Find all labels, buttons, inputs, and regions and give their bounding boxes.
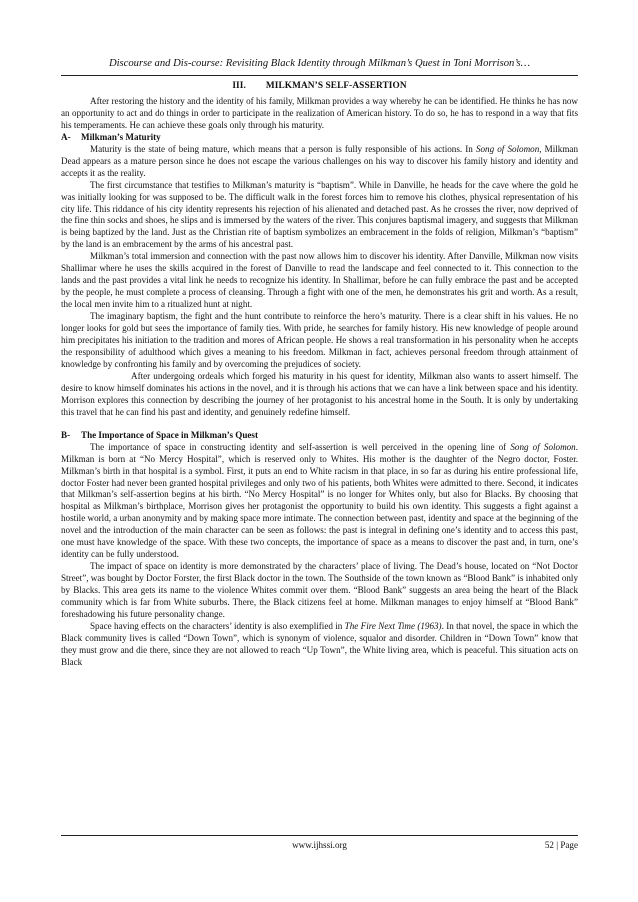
page-footer [61,840,578,854]
paragraph-b3-text: Space having effects on the characters’ identity is also exemplified in [90,620,345,631]
paragraph-b1-text-end: . Milkman is born at “No Mercy Hospital”, which is reserved only to Whites. His mother is the daughter of the Negro doctor, Foster. Milkman’s birth in that hospital is a symbol. First, it puts an end to White racism in that place, in so far as during his entire professional life, doctor Foster had never been granted hospital privileges and only two of his patients, both Whites were admitted to there. Second, it indicates that Milkman’s self-assertion begins at his birth. “No Mercy Hospital” is no longer for Whites only, but also for Blacks. By choosing that hospital as Milkman’s birthplace, Morrison gives her protagonist the opportunity to build his own identity. This suggests a fight against a hostile world, a urban anonymity and by making space more intimate. The connection between past, identity and space at the beginning of the novel and the introduction of the main character can be seen as follows: the past is integral in defining one’s identity and to access this past, one must have knowledge of the space. With these two concepts, the importance of space as a means to discover the past and, in turn, one’s identity can be fully understood. [61,441,579,560]
paragraph-a1-italic: Song of Solomon [475,143,540,154]
subsection-heading-a [61,132,578,144]
body-text [61,81,578,669]
section-number: III. [232,81,246,91]
section-title: MILKMAN’S SELF-ASSERTION [265,81,407,91]
paragraph-b1-italic: Song of Solomon [510,441,576,452]
paragraph-b1 [61,442,578,562]
footer-rule [61,835,578,836]
paragraph-a2: The first circumstance that testifies to Milkman’s maturity is “baptism”. While in Danville, he heads for the cave where the gold he was initially looking for was supposed to be. The difficult walk in the forest forces him to remove his clothes, physical representation of his city life. This riddance of his city identity represents his rejection of his alienated and detached past. As he crosses the river, now deprived of the fine thin socks and shoes, he slips and is immersed by the waters of the river. This conjures baptismal imagery, and suggests that Milkman is being baptized by the land. Just as the Christian rite of baptism symbolizes an embracement in the folds of religion, Milkman’s “baptism” by the land is an embracement by the arms of his ancestral past. [61,179,578,250]
paragraph-a4: The imaginary baptism, the fight and the hunt contribute to reinforce the hero’s maturity. There is a clear shift in his values. He no longer looks for gold but sees the importance of family ties. With pride, he searches for family history. His new knowledge of people around him precipitates his initiation to the tradition and mores of African people. He shows a real transformation in his personality when he accepts the responsibility of adulthood which gives a meaning to his freedom. Milkman in fact, achieves personal freedom through attainment of knowledge by confronting his family and by overcoming the prejudices of society. [61,311,578,369]
paragraph-b3-italic: The Fire Next Time (1963) [344,620,442,631]
paragraph-b3 [61,621,578,669]
paragraph-intro: After restoring the history and the identity of his family, Milkman provides a way whereby he can be identified. He thinks he has now an opportunity to act and do things in order to participate in the realization of American history. To do so, he has to respond in a way that fits his temperaments. He can achieve these goals only through his maturity. [61,95,578,130]
paragraph-a1 [61,144,578,180]
paragraph-b2: The impact of space on identity is more demonstrated by the characters’ place of living. The Dead’s house, located on “Not Doctor Street”, was bought by Doctor Forster, the first Black doctor in the town. The Southside of the town known as “Blood Bank” is inhabited only by Blacks. This area gets its name to the violence Whites commit over them. “Blood Bank” suggests an area being the heart of the Black community which is far from White suburbs. There, the Black citizens feel at home. Milkman manages to enjoy himself at “Blood Bank” foreshadowing his future personality change. [61,561,578,619]
paragraph-gap [61,419,578,430]
paragraph-a1-text: Maturity is the state of being mature, which means that a person is fully responsible of his actions. In [90,143,476,154]
paragraph-b3-text-end: . In that novel, the space in which the Black community lives is called “Down Town”, which is synonym of violence, squalor and disorder. Children in “Down Town” know that they must grow and die there, since they are not allowed to reach “Up Town”, the White living area, which is peaceful. This situation acts on Black [61,620,578,667]
paragraph-a1-text-end: , Milkman Dead appears as a mature person since he does not escape the various challenges on his way to discover his family history and identity and accepts it as the reality. [61,143,579,178]
subsection-letter-a: A- [61,131,71,142]
paragraph-a5: After undergoing ordeals which forged his maturity in his quest for identity, Milkman also wants to assert himself. The desire to know himself dominates his actions in the novel, and it is through his actions that we can have a link between space and his identity. Morrison explores this connection by describing the journey of her protagonist to his ancestral home in the South. It is only by undertaking this travel that he can find his past and identity, and genuinely redefine himself. [61,370,578,417]
journal-url: www.ijhssi.org [292,840,347,850]
running-header: Discourse and Dis-course: Revisiting Black Identity through Milkman’s Quest in Toni Morrison’s… [108,58,531,69]
subsection-title-b: The Importance of Space in Milkman’s Quest [81,429,258,440]
page-number: 52 | Page [544,840,578,850]
subsection-letter-b: B- [61,429,71,440]
header-rule [61,75,578,76]
paragraph-b1-text: The importance of space in constructing identity and self-assertion is well perceived in the opening line of [90,441,511,452]
subsection-title-a: Milkman’s Maturity [81,131,161,142]
subsection-heading-b [61,430,578,442]
paragraph-a3: Milkman’s total immersion and connection with the past now allows him to discover his identity. After Danville, Milkman now visits Shallimar where he uses the skills acquired in the forest of Danville to read the landscape and feel connected to it. This connection to the lands and the past provides a vital link he needs to recognize his identity. In Shallimar, before he can fully embrace the past and be accepted by the people, he must complete a process of cleansing. Through a fight with one of the men, he demonstrates his grit and worth. As a result, the local men invite him to a ritualized hunt at night. [61,251,578,310]
section-heading [61,81,578,93]
